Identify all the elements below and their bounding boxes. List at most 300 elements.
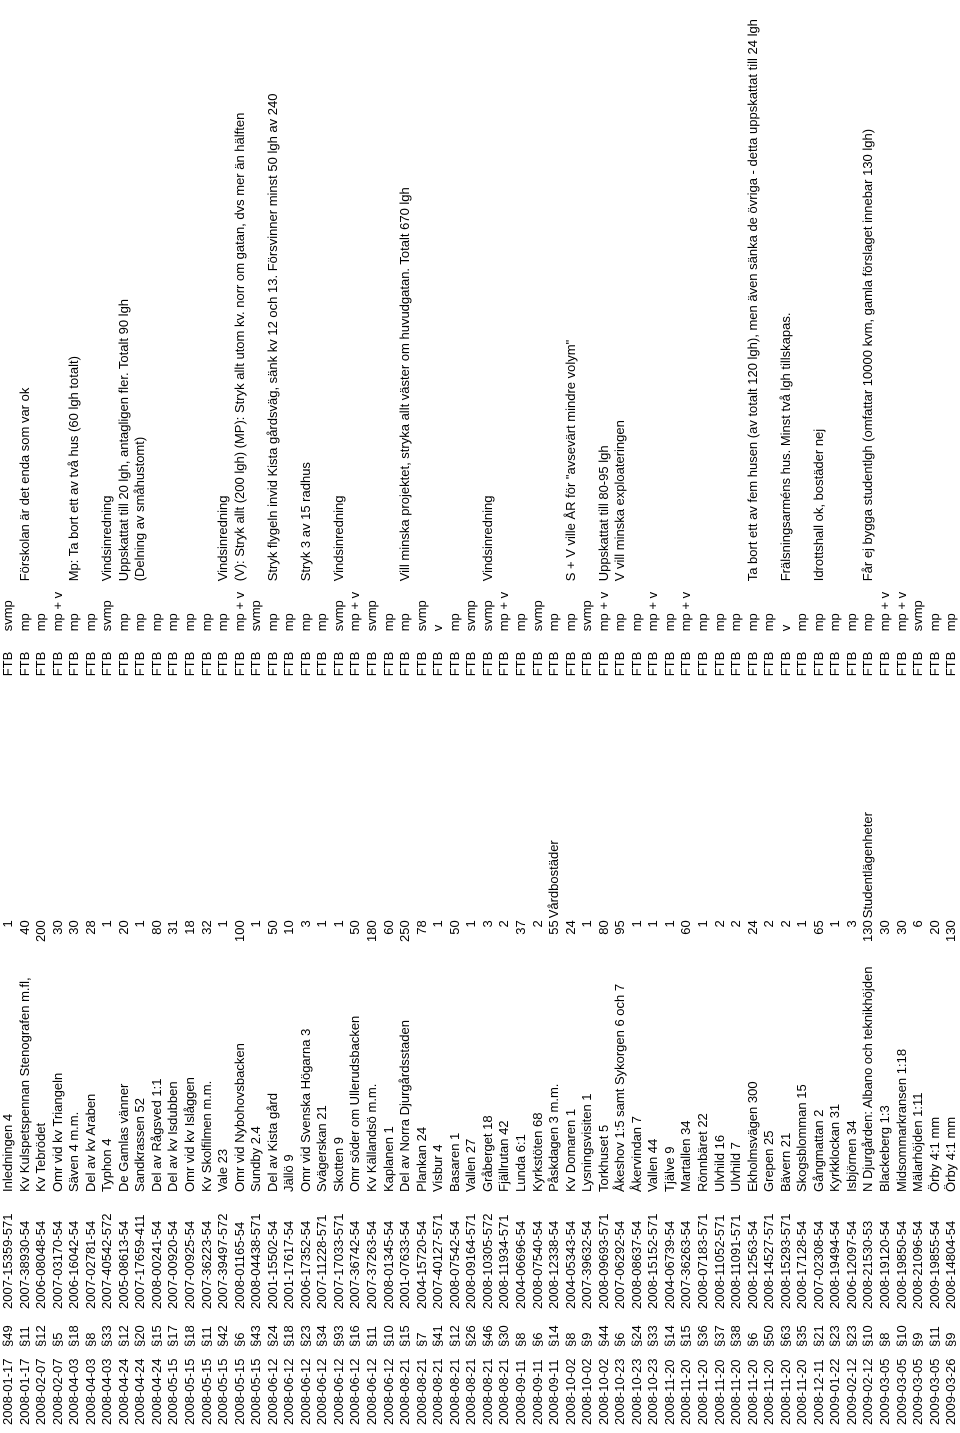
date-cell: 2009-02-12 (843, 1358, 859, 1425)
matter-cell: Tjälve 9 (661, 1146, 677, 1192)
table-row (50, 19, 67, 1425)
case-number-cell: 2008-08637-54 (628, 1220, 644, 1309)
matter-cell: Åkervindan 7 (628, 1116, 644, 1192)
matter-cell: Basaren 1 (446, 1132, 462, 1192)
date-cell: 2008-05-15 (248, 1358, 264, 1425)
comment-cell: Mp: Ta bort ett av två hus (60 lgh totalt) (66, 356, 82, 582)
matter-cell: Omr vid Nybohovsbacken (231, 1043, 247, 1192)
table-row (877, 19, 894, 1425)
reservation-cell: mp (628, 613, 644, 632)
decision-cell: FTB (314, 651, 330, 677)
paragraph-cell: §46 (479, 1325, 495, 1347)
paragraph-cell: §16 (347, 1325, 363, 1347)
paragraph-cell: §12 (33, 1325, 49, 1347)
paragraph-cell: §12 (446, 1325, 462, 1347)
reservation-cell: mp (512, 613, 528, 632)
decision-cell: FTB (165, 651, 181, 677)
comment-cell: V vill minska exploateringen (612, 420, 628, 582)
count-cell: 3 (479, 920, 495, 928)
reservation-cell: mp (215, 613, 231, 632)
paragraph-cell: §10 (380, 1325, 396, 1347)
decision-cell: FTB (66, 651, 82, 677)
count-cell: 80 (595, 920, 611, 935)
comment-cell (894, 19, 911, 581)
date-cell: 2008-01-17 (0, 1358, 15, 1425)
date-cell: 2008-04-03 (82, 1358, 98, 1425)
matter-cell: Skotten 9 (330, 1137, 346, 1192)
count-note-cell (281, 676, 298, 920)
count-cell: 1 (248, 920, 264, 928)
decision-cell: FTB (661, 651, 677, 677)
matter-cell: Del av Kista gård (264, 1093, 280, 1192)
reservation-cell: mp (132, 613, 148, 632)
count-note-cell (132, 676, 149, 920)
table-row (496, 19, 513, 1425)
date-cell: 2008-10-23 (612, 1358, 628, 1425)
count-cell: 1 (628, 920, 644, 928)
decision-cell: FTB (694, 651, 710, 677)
case-number-cell: 2006-08048-54 (33, 1220, 49, 1309)
date-cell: 2008-09-11 (529, 1359, 545, 1425)
date-cell: 2008-10-23 (645, 1358, 661, 1425)
reservation-cell: mp + v (347, 591, 363, 632)
date-cell: 2008-04-03 (99, 1358, 115, 1425)
comment-cell (761, 19, 778, 581)
table-row (596, 19, 613, 1425)
matter-cell: Örby 4:1 mm (943, 1116, 959, 1192)
date-cell: 2008-08-21 (479, 1358, 495, 1425)
comment-cell: Uppskattat till 80-95 lgh (595, 445, 611, 582)
paragraph-cell: §37 (711, 1325, 727, 1347)
count-note-cell (99, 676, 116, 920)
matter-cell: Midsommarkransen 1:18 (893, 1048, 909, 1192)
matter-cell: Gångmattan 2 (810, 1109, 826, 1192)
table-row (381, 19, 398, 1425)
count-note-cell (579, 676, 596, 920)
date-cell: 2008-06-12 (297, 1358, 313, 1425)
date-cell: 2008-05-15 (215, 1358, 231, 1425)
paragraph-cell: §23 (297, 1325, 313, 1347)
reservation-cell: v (430, 624, 446, 632)
paragraph-cell: §24 (628, 1325, 644, 1347)
table-row (794, 19, 811, 1425)
comment-cell (546, 19, 563, 581)
decision-cell: FTB (364, 651, 380, 677)
decision-cell: FTB (579, 651, 595, 677)
matter-cell: Gråberget 18 (479, 1115, 495, 1192)
case-number-cell: 2001-07633-54 (397, 1220, 413, 1309)
matter-cell: Lunda 6:1 (512, 1134, 528, 1192)
reservation-cell: mp (562, 613, 578, 632)
count-cell: 30 (876, 920, 892, 935)
count-cell: 30 (893, 920, 909, 935)
count-cell: 100 (231, 920, 247, 942)
count-cell: 80 (148, 920, 164, 935)
count-note-cell (827, 676, 844, 920)
count-note-cell (662, 676, 679, 920)
decision-cell: FTB (595, 651, 611, 677)
matter-cell: Blackeberg 1:3 (876, 1105, 892, 1192)
count-note-cell (761, 676, 778, 920)
date-cell: 2008-04-03 (66, 1358, 82, 1425)
reservation-cell: mp (148, 613, 164, 632)
reservation-cell: mp (843, 613, 859, 632)
comment-cell (910, 19, 927, 581)
case-number-cell: 2007-02308-54 (810, 1220, 826, 1309)
date-cell: 2008-11-20 (694, 1359, 710, 1425)
table-row (99, 19, 116, 1425)
paragraph-cell: §6 (744, 1332, 760, 1347)
comment-cell: Uppskattat till 20 lgh, antagligen fler. Totalt 90 lgh (115, 298, 131, 582)
matter-cell: Säven 4 m.m. (66, 1111, 82, 1192)
comment-cell (496, 19, 513, 581)
matter-cell: Påskdagen 3 m.m. (546, 1083, 562, 1192)
reservation-cell: mp (82, 613, 98, 632)
reservation-cell: mp (694, 613, 710, 632)
comment-cell (50, 19, 67, 581)
matter-cell: Åkeshov 1:5 samt Sykorgen 6 och 7 (612, 983, 628, 1192)
table-row (662, 19, 679, 1425)
case-number-cell: 2008-15293-571 (777, 1213, 793, 1309)
comment-cell (629, 19, 646, 581)
matter-cell: Fjällrutan 42 (496, 1120, 512, 1192)
matter-cell: Vale 23 (215, 1148, 231, 1192)
decision-cell: FTB (612, 651, 628, 677)
date-cell: 2008-06-12 (330, 1358, 346, 1425)
paragraph-cell: §8 (876, 1332, 892, 1347)
count-cell: 60 (678, 920, 694, 935)
count-cell: 40 (16, 920, 32, 935)
decision-cell: FTB (645, 651, 661, 677)
case-number-cell: 2004-06739-54 (661, 1220, 677, 1309)
paragraph-cell: §9 (910, 1332, 926, 1347)
paragraph-cell: §8 (82, 1332, 98, 1347)
case-number-cell: 2008-15152-571 (645, 1213, 661, 1309)
count-cell: 130 (943, 920, 959, 942)
date-cell: 2008-08-21 (430, 1358, 446, 1425)
count-note-cell (0, 676, 17, 920)
table-row (248, 19, 265, 1425)
comment-cell: Får ej bygga studentlgh (omfattar 10000 kvm, gamla förslaget innebar 130 lgh) (860, 128, 876, 582)
count-cell: 130 (860, 920, 876, 942)
count-note-cell (17, 676, 34, 920)
table-row (480, 19, 497, 1425)
case-number-cell: 2007-00925-54 (182, 1220, 198, 1309)
table-row (530, 19, 547, 1425)
table-row (563, 19, 580, 1425)
count-cell: 55 (546, 920, 562, 935)
reservation-cell: mp (264, 613, 280, 632)
case-number-cell: 2007-36263-54 (678, 1220, 694, 1309)
table-row (761, 19, 778, 1425)
matter-cell: Svägerskan 21 (314, 1105, 330, 1192)
comment-cell (530, 19, 547, 581)
reservation-cell: mp (860, 613, 876, 632)
table-row (397, 19, 414, 1425)
comment-cell (381, 19, 398, 581)
date-cell: 2008-11-20 (728, 1359, 744, 1425)
table-row (612, 19, 629, 1425)
decision-cell: FTB (810, 651, 826, 677)
count-note-cell (463, 676, 480, 920)
matter-cell: Lysningsvisiten 1 (579, 1093, 595, 1192)
date-cell: 2008-05-15 (198, 1358, 214, 1425)
count-note-cell (894, 676, 911, 920)
matter-cell: N Djurgården: Albano och teknikhöjden (860, 966, 876, 1192)
count-note-cell (66, 676, 83, 920)
date-cell: 2008-11-20 (744, 1359, 760, 1425)
comment-cell (447, 19, 464, 581)
paragraph-cell: §11 (198, 1326, 214, 1347)
paragraph-cell: §50 (761, 1325, 777, 1347)
reservation-cell: mp + v (595, 591, 611, 632)
decision-cell: FTB (479, 651, 495, 677)
decision-cell: FTB (115, 651, 131, 677)
reservation-cell: mp (794, 613, 810, 632)
count-cell: 50 (264, 920, 280, 935)
count-note-cell (265, 676, 282, 920)
count-note-cell (728, 676, 745, 920)
table-row (347, 19, 364, 1425)
reservation-cell: mp (16, 613, 32, 632)
table-row (116, 19, 133, 1425)
comment-cell: Vindsinredning (99, 495, 115, 582)
date-cell: 2008-05-15 (165, 1358, 181, 1425)
date-cell: 2009-03-05 (910, 1358, 926, 1425)
count-cell: 78 (413, 920, 429, 935)
paragraph-cell: §8 (562, 1332, 578, 1347)
count-cell: 2 (711, 920, 727, 928)
count-cell: 1 (827, 920, 843, 928)
paragraph-cell: §8 (512, 1332, 528, 1347)
count-cell: 1 (314, 920, 330, 928)
table-row (33, 19, 50, 1425)
case-number-cell: 2007-40127-571 (430, 1213, 446, 1309)
case-number-cell: 2004-06696-54 (512, 1220, 528, 1309)
case-number-cell: 2006-17352-54 (297, 1220, 313, 1309)
comment-cell (678, 19, 695, 581)
date-cell: 2008-06-12 (281, 1358, 297, 1425)
reservation-cell: mp (612, 613, 628, 632)
paragraph-cell: §11 (16, 1326, 32, 1347)
comment-cell: Frälsningsarméns hus. Minst två lgh tillskapas. (777, 312, 793, 582)
comment-cell (314, 19, 331, 581)
table-row (298, 19, 315, 1425)
case-number-cell: 2008-21096-54 (910, 1220, 926, 1309)
decision-cell: FTB (529, 651, 545, 677)
count-note-cell (182, 676, 199, 920)
count-note-cell (695, 676, 712, 920)
count-note-cell (612, 676, 629, 920)
paragraph-cell: §33 (99, 1325, 115, 1347)
date-cell: 2009-03-05 (893, 1358, 909, 1425)
count-note-cell (331, 676, 348, 920)
table-row (844, 19, 861, 1425)
count-note-cell: Studentlägenheter (860, 812, 876, 919)
table-row (778, 19, 795, 1425)
matter-cell: Kyrkstöten 68 (529, 1112, 545, 1192)
decision-cell: FTB (678, 651, 694, 677)
table-row (827, 19, 844, 1425)
table-row (83, 19, 100, 1425)
date-cell: 2008-11-20 (794, 1359, 810, 1425)
paragraph-cell: §33 (645, 1325, 661, 1347)
count-cell: 32 (198, 920, 214, 935)
case-number-cell: 2001-15502-54 (264, 1220, 280, 1309)
matter-cell: Del av kv Isdubben (165, 1081, 181, 1192)
decision-cell: FTB (182, 651, 198, 677)
date-cell: 2008-11-20 (711, 1359, 727, 1425)
count-note-cell (678, 676, 695, 920)
count-note-cell (314, 676, 331, 920)
count-note-cell (480, 676, 497, 920)
case-number-cell: 2007-15359-571 (0, 1213, 15, 1309)
count-cell: 2 (777, 920, 793, 928)
case-number-cell: 2008-04438-571 (248, 1213, 264, 1309)
decision-cell: FTB (910, 651, 926, 677)
date-cell: 2008-09-11 (512, 1359, 528, 1425)
table-row (17, 19, 34, 1425)
table-row (513, 19, 530, 1425)
paragraph-cell: §12 (115, 1325, 131, 1347)
matter-cell: Mälarhöjden 1:11 (910, 1092, 926, 1192)
decision-cell: FTB (347, 651, 363, 677)
date-cell: 2008-02-07 (33, 1358, 49, 1425)
date-cell: 2008-04-24 (115, 1358, 131, 1425)
reservation-cell: svmp (413, 600, 429, 632)
paragraph-cell: §36 (694, 1325, 710, 1347)
case-number-cell: 2008-17128-54 (794, 1220, 810, 1309)
decision-cell: FTB (512, 651, 528, 677)
comment-cell (165, 19, 182, 581)
paragraph-cell: §18 (281, 1325, 297, 1347)
matter-cell: Ulvhild 16 (711, 1134, 727, 1192)
matter-cell: Kv Källandsö m.m. (364, 1083, 380, 1192)
date-cell: 2008-06-12 (347, 1358, 363, 1425)
count-note-cell (811, 676, 828, 920)
reservation-cell: mp + v (496, 591, 512, 632)
date-cell: 2009-02-12 (860, 1358, 876, 1425)
count-cell: 1 (132, 920, 148, 928)
decision-cell: FTB (446, 651, 462, 677)
count-cell: 1 (430, 920, 446, 928)
paragraph-cell: §15 (678, 1325, 694, 1347)
case-number-cell: 2008-07540-54 (529, 1220, 545, 1309)
decision-cell: FTB (397, 651, 413, 677)
date-cell: 2008-10-02 (595, 1358, 611, 1425)
count-cell: 2 (728, 920, 744, 928)
case-number-cell: 2007-00920-54 (165, 1220, 181, 1309)
comment-cell: Stryk flygeln invid Kista gårdsväg, sänk kv 12 och 13. Försvinner minst 50 lgh av 240 (264, 93, 280, 582)
comment-cell (0, 19, 17, 581)
matter-cell: Ulvhild 7 (728, 1142, 744, 1192)
table-row (281, 19, 298, 1425)
comment-cell: Vindsinredning (330, 495, 346, 582)
matter-cell: Kv Domaren 1 (562, 1108, 578, 1192)
comment-cell: (V): Stryk allt (200 lgh) (MP): Stryk allt utom kv. norr om gatan, dvs mer än hälften (231, 112, 247, 582)
matter-cell: Sundby 2.4 (248, 1126, 264, 1192)
decision-cell: FTB (248, 651, 264, 677)
matter-cell: Omr vid Svenska Högarna 3 (297, 1028, 313, 1192)
count-cell: 2 (496, 920, 512, 928)
reservation-cell: mp + v (893, 591, 909, 632)
decision-cell: FTB (264, 651, 280, 677)
matter-cell: Sandkrassen 52 (132, 1098, 148, 1192)
comment-cell (712, 19, 729, 581)
count-note-cell (629, 676, 646, 920)
date-cell: 2008-01-17 (16, 1358, 32, 1425)
count-note-cell (298, 676, 315, 920)
count-note-cell (430, 676, 447, 920)
reservation-cell: mp (446, 613, 462, 632)
comment-cell: (Delning av småhustomt) (132, 436, 148, 582)
table-row (860, 19, 877, 1425)
date-cell: 2008-05-15 (182, 1358, 198, 1425)
decision-cell: FTB (330, 651, 346, 677)
count-note-cell (381, 676, 398, 920)
reservation-cell: mp (661, 613, 677, 632)
comment-cell (248, 19, 265, 581)
comment-cell: Vill minska projektet, stryka allt väster om huvudgatan. Totalt 670 lgh (397, 187, 413, 582)
count-note-cell (596, 676, 613, 920)
comment-cell (149, 19, 166, 581)
case-number-cell: 2004-15720-54 (413, 1220, 429, 1309)
count-note-cell (910, 676, 927, 920)
table-row (629, 19, 646, 1425)
paragraph-cell: §41 (430, 1325, 446, 1347)
matter-cell: Del av kv Araben (82, 1093, 98, 1192)
matter-cell: Inledningen 4 (0, 1113, 15, 1192)
comment-cell (927, 19, 944, 581)
decision-cell: FTB (794, 651, 810, 677)
reservation-cell: mp + v (678, 591, 694, 632)
matter-cell: Kv Skolfilmen m.m. (198, 1080, 214, 1192)
date-cell: 2008-05-15 (231, 1358, 247, 1425)
reservation-cell: mp (943, 613, 959, 632)
count-cell: 1 (694, 920, 710, 928)
count-cell: 1 (579, 920, 595, 928)
count-cell: 37 (512, 920, 528, 935)
decision-cell: FTB (49, 651, 65, 677)
decision-cell: FTB (99, 651, 115, 677)
reservation-cell: mp (66, 613, 82, 632)
table-row (546, 19, 563, 1425)
date-cell: 2009-03-05 (926, 1358, 942, 1425)
paragraph-cell: §17 (165, 1325, 181, 1347)
decision-cell: FTB (876, 651, 892, 677)
count-note-cell (232, 676, 249, 920)
matter-cell: Kv Tebrödet (33, 1122, 49, 1192)
comment-cell (645, 19, 662, 581)
count-cell: 2 (529, 920, 545, 928)
matter-cell: Grepen 25 (761, 1130, 777, 1192)
decision-cell: FTB (761, 651, 777, 677)
table-row (314, 19, 331, 1425)
comment-cell: Ta bort ett av fem husen (av totalt 120 lgh), men även sänka de övriga - detta uppskattat till 24 lgh (744, 19, 760, 582)
paragraph-cell: §93 (330, 1325, 346, 1347)
table-row (645, 19, 662, 1425)
paragraph-cell: §5 (49, 1332, 65, 1347)
case-number-cell: 2008-09164-571 (463, 1213, 479, 1309)
reservation-cell: svmp (0, 600, 15, 632)
case-number-cell: 2008-11052-571 (711, 1214, 727, 1309)
reservation-cell: mp (297, 613, 313, 632)
comment-cell (199, 19, 216, 581)
matter-cell: Omr vid kv Islåggen (182, 1077, 198, 1192)
comment-cell: S + V ville ÅR för "avsevärt mindre volym" (562, 339, 578, 582)
comment-cell (827, 19, 844, 581)
case-number-cell: 2007-03170-54 (49, 1220, 65, 1309)
